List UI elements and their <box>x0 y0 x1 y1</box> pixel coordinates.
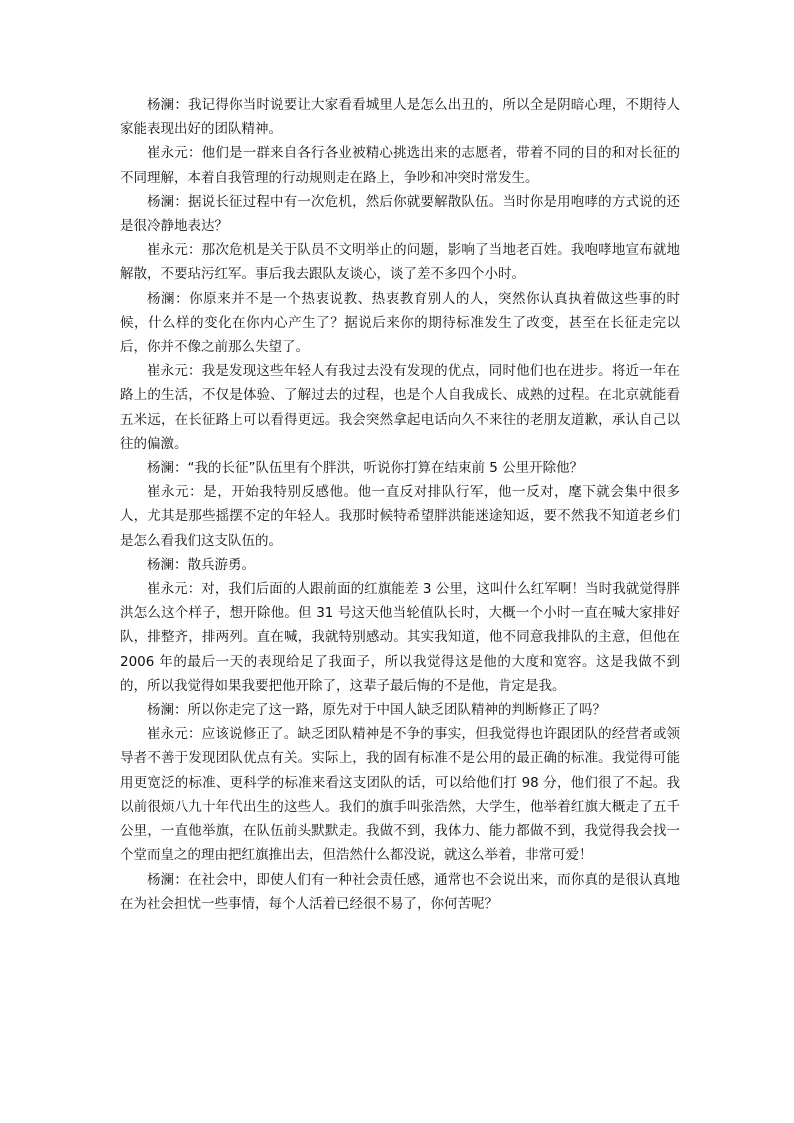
paragraph-6: 崔永元：我是发现这些年轻人有我过去没有发现的优点，同时他们也在进步。将近一年在路上的生活，不仅是体验、了解过去的过程，也是个人自我成长、成熟的过程。在北京就能看五米远，在长征路上可以看得更远。我会突然拿起电话向久不来往的老朋友道歉，承认自己以往的偏激。 <box>120 363 680 452</box>
paragraph-11: 杨澜：所以你走完了这一路，原先对于中国人缺乏团队精神的判断修正了吗？ <box>147 702 606 719</box>
paragraph-4: 崔永元：那次危机是关于队员不文明举止的问题，影响了当地老百姓。我咆哮地宣布就地解散，不要玷污红军。事后我去跟队友谈心，谈了差不多四个小时。 <box>120 242 680 283</box>
paragraph-5: 杨澜：你原来并不是一个热衷说教、热衷教育别人的人，突然你认真执着做这些事的时候，什么样的变化在你内心产生了？据说后来你的期待标准发生了改变，甚至在长征走完以后，你并不像之前那么失望了。 <box>120 290 680 356</box>
paragraph-7: 杨澜：“我的长征”队伍里有个胖洪，听说你打算在结束前 5 公里开除他？ <box>147 460 584 477</box>
paragraph-13: 杨澜：在社会中，即使人们有一种社会责任感，通常也不会说出来，而你真的是很认真地在为社会担忧一些事情，每个人活着已经很不易了，你何苦呢？ <box>120 871 680 912</box>
paragraph-8: 崔永元：是，开始我特别反感他。他一直反对排队行军，他一反对，麾下就会集中很多人，尤其是那些摇摆不定的年轻人。我那时候特希望胖洪能迷途知返，要不然我不知道老乡们是怎么看我们这支队伍的。 <box>120 484 680 549</box>
paragraph-10: 崔永元：对，我们后面的人跟前面的红旗能差 3 公里，这叫什么红军啊！当时我就觉得胖洪怎么这个样子，想开除他。但 31 号这天他当轮值队长时，大概一个小时一直在喊大家排好队，排整齐，排两列。直在喊，我就特别感动。其实我知道，他不同意我排队的主意，但他在 2006 年的最后一天的表现给足了我面子，所以我觉得这是他的大度和宽容。这是我做不到的，所以我觉得如果我要把他开除了，这辈子最后悔的不是他，肯定是我。 <box>120 581 680 694</box>
paragraph-9: 杨澜：散兵游勇。 <box>147 556 255 573</box>
paragraph-3: 杨澜：据说长征过程中有一次危机，然后你就要解散队伍。当时你是用咆哮的方式说的还是很冷静地表达？ <box>120 193 680 235</box>
paragraph-2: 崔永元：他们是一群来自各行各业被精心挑选出来的志愿者，带着不同的目的和对长征的不同理解，本着自我管理的行动规则走在路上，争吵和冲突时常发生。 <box>120 145 680 186</box>
interview-transcript <box>120 93 680 916</box>
paragraph-1: 杨澜：我记得你当时说要让大家看看城里人是怎么出丑的，所以全是阴暗心理，不期待人家能表现出好的团队精神。 <box>120 97 680 138</box>
paragraph-12: 崔永元：应该说修正了。缺乏团队精神是不争的事实，但我觉得也许跟团队的经营者或领导者不善于发现团队优点有关。实际上，我的固有标准不是公用的最正确的标准。我觉得可能用更宽泛的标准、更科学的标准来看这支团队的话，可以给他们打 98 分，他们很了不起。我以前很烦八九十年代出生的这些人。我们的旗手叫张浩然，大学生，他举着红旗大概走了五千公里，一直他举旗，在队伍前头默默走。我做不到，我体力、能力都做不到，我觉得我会找一个堂而皇之的理由把红旗推出去，但浩然什么都没说，就这么举着，非常可爱！ <box>120 726 680 864</box>
